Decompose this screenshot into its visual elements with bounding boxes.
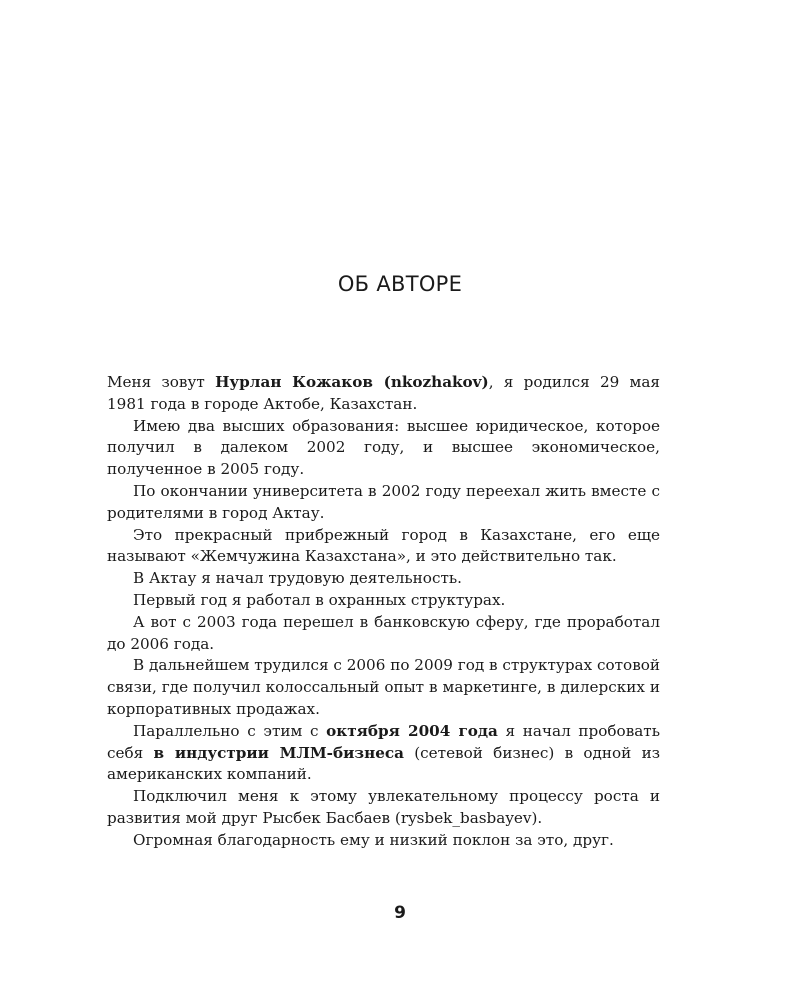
text-span: (сетевой бизнес) в одной из американских компаний.: [107, 743, 661, 784]
mlm-industry: в индустрии МЛМ-бизнеса: [153, 743, 404, 762]
text-span: Меня зовут: [107, 373, 216, 391]
text-span: я начал пробовать себя: [107, 721, 660, 762]
paragraph-career-start: В Актау я начал трудовую деятельность.: [133, 569, 462, 588]
body-text: [107, 372, 660, 852]
page-number: 9: [394, 903, 406, 923]
text-span: Параллельно с этим с: [133, 721, 327, 740]
paragraph-education: Имею два высших образования: высшее юридическое, которое получил в далеком 2002 году, и высшее экономическое, полученное в 2005 году.: [107, 416, 660, 479]
text-span: , я родился 29 мая 1981 года в городе Актобе, Казахстан.: [107, 373, 660, 413]
author-name: Нурлан Кожаков (nkozhakov): [215, 373, 489, 391]
paragraph-gratitude: Огромная благодарность ему и низкий поклон за это, друг.: [133, 830, 614, 849]
page-title: ОБ АВТОРЕ: [337, 272, 463, 296]
paragraph-mlm: [107, 721, 660, 786]
paragraph-first-job: Первый год я работал в охранных структурах.: [133, 590, 506, 609]
paragraph-telecom: В дальнейшем трудился с 2006 по 2009 год в структурах сотовой связи, где получил колоссальный опыт в маркетинге, в дилерских и корпоративных продажах.: [107, 656, 661, 718]
paragraph-relocation: По окончании университета в 2002 году переехал жить вместе с родителями в город Актау.: [107, 481, 660, 522]
paragraph-sponsor: Подключил меня к этому увлекательному процессу роста и развития мой друг Рысбек Басбаев (rysbek_basbayev).: [107, 787, 660, 827]
paragraph-banking: А вот с 2003 года перешел в банковскую сферу, где проработал до 2006 года.: [107, 612, 660, 653]
mlm-start-date: октября 2004 года: [326, 721, 498, 740]
paragraph-birth: [107, 372, 660, 416]
paragraph-aktau: Это прекрасный прибрежный город в Казахстане, его еще называют «Жемчужина Казахстана», и это действительно так.: [107, 525, 660, 566]
